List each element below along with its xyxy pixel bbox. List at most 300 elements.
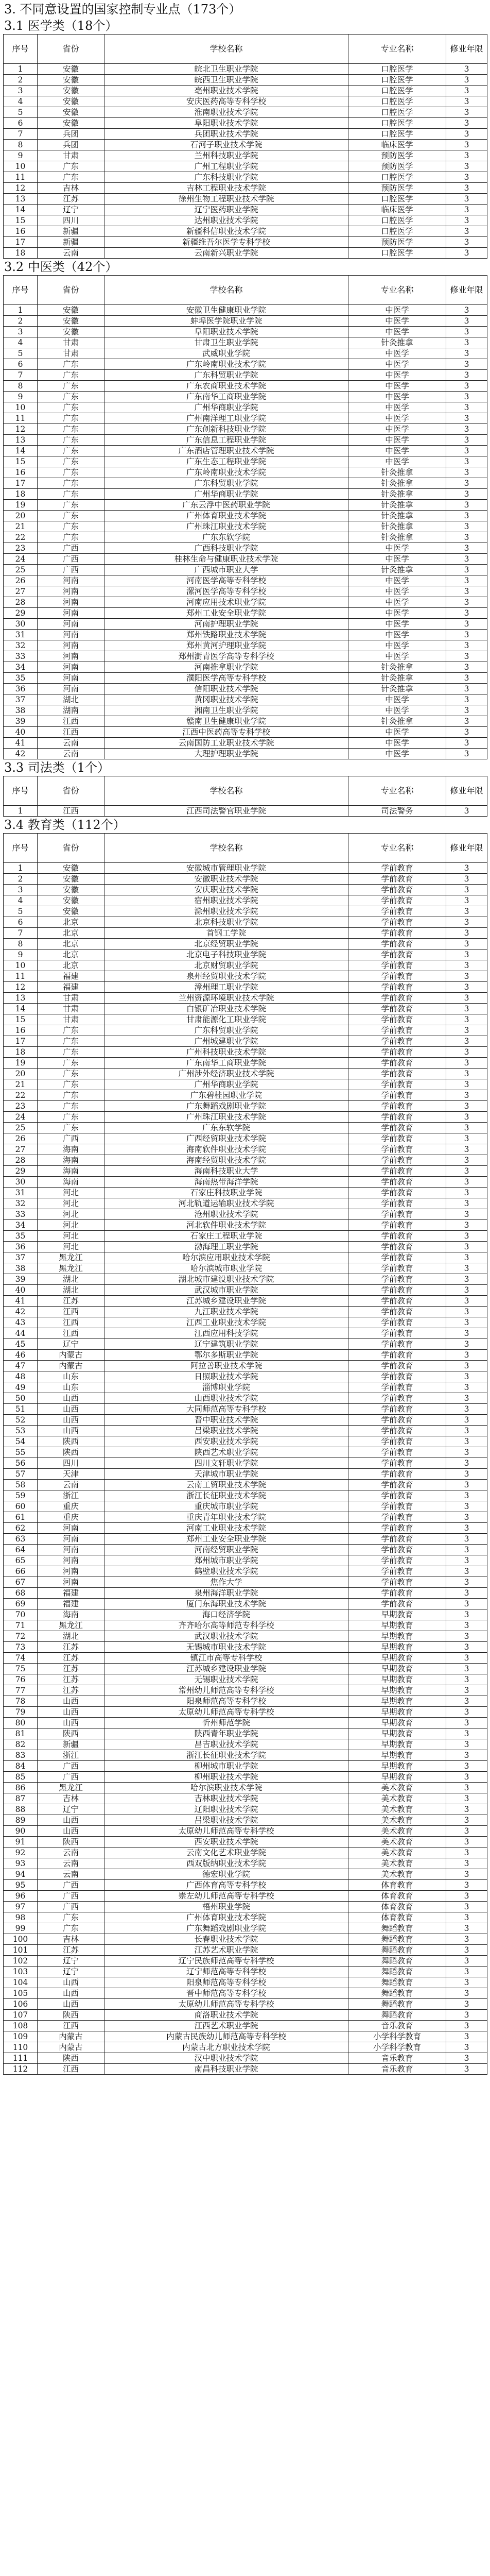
cell-province: 甘肃 xyxy=(38,1014,104,1025)
cell-major: 舞蹈教育 xyxy=(348,1999,446,2010)
table-row xyxy=(4,619,487,630)
header-major: 专业名称 xyxy=(348,834,446,863)
cell-major: 学前教育 xyxy=(348,1512,446,1523)
cell-years: 3 xyxy=(446,1534,487,1545)
cell-province: 广东 xyxy=(38,1090,104,1101)
cell-province: 江西 xyxy=(38,727,104,738)
cell-index: 105 xyxy=(4,1988,38,1999)
cell-school: 亳州职业技术学院 xyxy=(104,86,348,96)
cell-major: 学前教育 xyxy=(348,1566,446,1577)
cell-major: 学前教育 xyxy=(348,1599,446,1609)
cell-years: 3 xyxy=(446,1209,487,1220)
cell-index: 9 xyxy=(4,392,38,402)
header-years: 修业年限 xyxy=(446,35,487,64)
header-province: 省份 xyxy=(38,35,104,64)
cell-years: 3 xyxy=(446,1231,487,1242)
table-row xyxy=(4,467,487,478)
cell-school: 哈尔滨应用职业技术学院 xyxy=(104,1252,348,1263)
cell-province: 河南 xyxy=(38,619,104,630)
cell-province: 湖北 xyxy=(38,694,104,705)
cell-index: 45 xyxy=(4,1339,38,1350)
cell-index: 48 xyxy=(4,1371,38,1382)
table-row xyxy=(4,1512,487,1523)
header-school: 学校名称 xyxy=(104,776,348,806)
cell-years: 3 xyxy=(446,511,487,521)
cell-index: 41 xyxy=(4,1296,38,1307)
table-row xyxy=(4,1696,487,1707)
header-province: 省份 xyxy=(38,834,104,863)
cell-school: 吉林工程职业技术学院 xyxy=(104,183,348,194)
cell-major: 早期教育 xyxy=(348,1674,446,1685)
cell-major: 小学科学教育 xyxy=(348,2042,446,2053)
cell-major: 早期教育 xyxy=(348,1642,446,1653)
cell-major: 学前教育 xyxy=(348,1415,446,1426)
cell-major: 学前教育 xyxy=(348,1393,446,1404)
table-row xyxy=(4,1112,487,1123)
cell-major: 中医学 xyxy=(348,359,446,370)
section-title: 3.2 中医类（42个） xyxy=(4,260,118,274)
cell-province: 北京 xyxy=(38,928,104,939)
cell-province: 山东 xyxy=(38,1382,104,1393)
cell-school: 兰州资源环境职业技术学院 xyxy=(104,993,348,1004)
cell-major: 口腔医学 xyxy=(348,86,446,96)
cell-years: 3 xyxy=(446,381,487,392)
cell-major: 学前教育 xyxy=(348,1047,446,1058)
cell-province: 广东 xyxy=(38,1025,104,1036)
cell-province: 安徽 xyxy=(38,64,104,75)
cell-school: 广东舞蹈戏剧职业学院 xyxy=(104,1101,348,1112)
table-row xyxy=(4,608,487,619)
cell-major: 学前教育 xyxy=(348,1220,446,1231)
cell-province: 吉林 xyxy=(38,183,104,194)
cell-major: 早期教育 xyxy=(348,1653,446,1664)
cell-index: 5 xyxy=(4,906,38,917)
cell-index: 34 xyxy=(4,662,38,673)
cell-school: 阿拉善职业技术学院 xyxy=(104,1361,348,1371)
cell-major: 美术教育 xyxy=(348,1848,446,1858)
cell-school: 郑州澍青医学高等专科学校 xyxy=(104,651,348,662)
cell-school: 河南应用技术职业学院 xyxy=(104,597,348,608)
cell-index: 6 xyxy=(4,118,38,129)
cell-years: 3 xyxy=(446,1718,487,1728)
cell-major: 学前教育 xyxy=(348,1090,446,1101)
table-row xyxy=(4,316,487,327)
cell-major: 体育教育 xyxy=(348,1902,446,1912)
cell-province: 河北 xyxy=(38,1209,104,1220)
cell-index: 51 xyxy=(4,1404,38,1415)
cell-school: 广州华商职业学院 xyxy=(104,1079,348,1090)
cell-major: 早期教育 xyxy=(348,1664,446,1674)
cell-years: 3 xyxy=(446,370,487,381)
cell-index: 71 xyxy=(4,1620,38,1631)
cell-index: 6 xyxy=(4,917,38,928)
cell-school: 柳州职业技术学院 xyxy=(104,1772,348,1783)
cell-major: 舞蹈教育 xyxy=(348,1988,446,1999)
cell-province: 兵团 xyxy=(38,129,104,140)
cell-major: 美术教育 xyxy=(348,1837,446,1848)
cell-years: 3 xyxy=(446,1945,487,1956)
cell-province: 江西 xyxy=(38,1317,104,1328)
cell-years: 3 xyxy=(446,1188,487,1198)
cell-index: 91 xyxy=(4,1837,38,1848)
cell-major: 舞蹈教育 xyxy=(348,2010,446,2021)
cell-province: 内蒙古 xyxy=(38,2042,104,2053)
cell-years: 3 xyxy=(446,1848,487,1858)
cell-province: 河南 xyxy=(38,640,104,651)
cell-province: 浙江 xyxy=(38,1750,104,1761)
cell-province: 云南 xyxy=(38,1480,104,1490)
cell-province: 辽宁 xyxy=(38,1967,104,1977)
cell-province: 安徽 xyxy=(38,305,104,316)
cell-school: 新疆维吾尔医学专科学校 xyxy=(104,237,348,248)
cell-school: 江西艺术职业学院 xyxy=(104,2021,348,2031)
cell-years: 3 xyxy=(446,694,487,705)
cell-years: 3 xyxy=(446,2010,487,2021)
cell-major: 学前教育 xyxy=(348,863,446,874)
cell-years: 3 xyxy=(446,1566,487,1577)
cell-school: 焦作大学 xyxy=(104,1577,348,1588)
cell-major: 舞蹈教育 xyxy=(348,1967,446,1977)
cell-school: 广州华商职业学院 xyxy=(104,402,348,413)
cell-province: 吉林 xyxy=(38,1793,104,1804)
section-table xyxy=(3,776,487,817)
cell-major: 学前教育 xyxy=(348,1447,446,1458)
table-row xyxy=(4,2064,487,2075)
cell-years: 3 xyxy=(446,1328,487,1339)
cell-years: 3 xyxy=(446,1112,487,1123)
cell-province: 重庆 xyxy=(38,1501,104,1512)
cell-school: 白银矿冶职业技术学院 xyxy=(104,1004,348,1014)
cell-province: 山西 xyxy=(38,1404,104,1415)
cell-major: 中医学 xyxy=(348,381,446,392)
cell-major: 预防医学 xyxy=(348,161,446,172)
cell-school: 渤海理工职业学院 xyxy=(104,1242,348,1252)
cell-index: 76 xyxy=(4,1674,38,1685)
table-row xyxy=(4,694,487,705)
cell-province: 广东 xyxy=(38,489,104,500)
cell-major: 中医学 xyxy=(348,575,446,586)
cell-school: 石河子职业技术学院 xyxy=(104,140,348,150)
cell-major: 中医学 xyxy=(348,597,446,608)
cell-major: 学前教育 xyxy=(348,906,446,917)
cell-years: 3 xyxy=(446,161,487,172)
header-years: 修业年限 xyxy=(446,834,487,863)
table-row xyxy=(4,86,487,96)
cell-major: 早期教育 xyxy=(348,1631,446,1642)
cell-index: 97 xyxy=(4,1902,38,1912)
cell-school: 江苏艺术职业学院 xyxy=(104,1945,348,1956)
cell-major: 学前教育 xyxy=(348,1188,446,1198)
cell-index: 94 xyxy=(4,1869,38,1880)
cell-school: 广东信息工程职业学院 xyxy=(104,435,348,446)
cell-major: 学前教育 xyxy=(348,1588,446,1599)
cell-major: 中医学 xyxy=(348,694,446,705)
cell-years: 3 xyxy=(446,435,487,446)
table-row xyxy=(4,738,487,749)
cell-index: 3 xyxy=(4,327,38,337)
cell-major: 针灸推拿 xyxy=(348,532,446,543)
cell-index: 10 xyxy=(4,161,38,172)
cell-index: 42 xyxy=(4,1307,38,1317)
cell-major: 口腔医学 xyxy=(348,194,446,205)
cell-major: 学前教育 xyxy=(348,971,446,982)
cell-school: 广州体育职业技术学院 xyxy=(104,1912,348,1923)
cell-major: 早期教育 xyxy=(348,1750,446,1761)
cell-major: 学前教育 xyxy=(348,1166,446,1177)
cell-years: 3 xyxy=(446,107,487,118)
table-row xyxy=(4,129,487,140)
cell-index: 27 xyxy=(4,1144,38,1155)
cell-major: 早期教育 xyxy=(348,1685,446,1696)
cell-major: 中医学 xyxy=(348,749,446,759)
cell-index: 49 xyxy=(4,1382,38,1393)
cell-province: 江西 xyxy=(38,1328,104,1339)
cell-index: 20 xyxy=(4,1069,38,1079)
cell-school: 河北软件职业技术学院 xyxy=(104,1220,348,1231)
cell-index: 14 xyxy=(4,1004,38,1014)
cell-years: 3 xyxy=(446,1436,487,1447)
table-row xyxy=(4,1923,487,1934)
cell-index: 7 xyxy=(4,129,38,140)
cell-index: 80 xyxy=(4,1718,38,1728)
cell-school: 西双版纳职业技术学院 xyxy=(104,1858,348,1869)
cell-province: 江西 xyxy=(38,716,104,727)
table-row xyxy=(4,1285,487,1296)
cell-province: 广东 xyxy=(38,1036,104,1047)
cell-province: 河北 xyxy=(38,1188,104,1198)
cell-major: 中医学 xyxy=(348,446,446,456)
cell-province: 河南 xyxy=(38,630,104,640)
cell-index: 27 xyxy=(4,586,38,597)
cell-province: 辽宁 xyxy=(38,205,104,215)
section-title: 3.1 医学类（18个） xyxy=(4,19,118,33)
header-index: 序号 xyxy=(4,834,38,863)
table-row xyxy=(4,1620,487,1631)
cell-school: 辽宁师范高等专科学校 xyxy=(104,1967,348,1977)
cell-years: 3 xyxy=(446,554,487,565)
cell-major: 美术教育 xyxy=(348,1858,446,1869)
cell-index: 44 xyxy=(4,1328,38,1339)
cell-province: 安徽 xyxy=(38,86,104,96)
table-header-row xyxy=(4,276,487,305)
cell-major: 舞蹈教育 xyxy=(348,1956,446,1967)
cell-index: 9 xyxy=(4,950,38,960)
cell-school: 江苏城乡建设职业学院 xyxy=(104,1664,348,1674)
cell-index: 93 xyxy=(4,1858,38,1869)
cell-years: 3 xyxy=(446,950,487,960)
cell-major: 学前教育 xyxy=(348,1404,446,1415)
cell-province: 北京 xyxy=(38,917,104,928)
cell-major: 口腔医学 xyxy=(348,215,446,226)
section-table xyxy=(3,34,487,259)
cell-school: 江西应用科技学院 xyxy=(104,1328,348,1339)
cell-years: 3 xyxy=(446,1967,487,1977)
cell-years: 3 xyxy=(446,597,487,608)
table-row xyxy=(4,1501,487,1512)
cell-index: 106 xyxy=(4,1999,38,2010)
cell-years: 3 xyxy=(446,215,487,226)
cell-years: 3 xyxy=(446,1317,487,1328)
cell-index: 92 xyxy=(4,1848,38,1858)
cell-province: 广西 xyxy=(38,554,104,565)
cell-years: 3 xyxy=(446,1977,487,1988)
cell-major: 学前教育 xyxy=(348,1436,446,1447)
table-row xyxy=(4,1198,487,1209)
cell-school: 九江职业技术学院 xyxy=(104,1307,348,1317)
cell-index: 4 xyxy=(4,895,38,906)
cell-index: 66 xyxy=(4,1566,38,1577)
cell-years: 3 xyxy=(446,1058,487,1069)
cell-index: 10 xyxy=(4,402,38,413)
table-row xyxy=(4,1458,487,1469)
header-years: 修业年限 xyxy=(446,276,487,305)
cell-index: 112 xyxy=(4,2064,38,2075)
table-row xyxy=(4,554,487,565)
cell-province: 广东 xyxy=(38,446,104,456)
cell-index: 69 xyxy=(4,1599,38,1609)
cell-province: 福建 xyxy=(38,1588,104,1599)
cell-province: 广东 xyxy=(38,1123,104,1133)
cell-major: 早期教育 xyxy=(348,1707,446,1718)
cell-index: 21 xyxy=(4,1079,38,1090)
cell-school: 海南经贸职业技术学院 xyxy=(104,1155,348,1166)
cell-years: 3 xyxy=(446,140,487,150)
cell-index: 109 xyxy=(4,2031,38,2042)
table-row xyxy=(4,478,487,489)
cell-major: 美术教育 xyxy=(348,1793,446,1804)
cell-major: 预防医学 xyxy=(348,237,446,248)
cell-major: 学前教育 xyxy=(348,885,446,895)
table-row xyxy=(4,2053,487,2064)
cell-major: 预防医学 xyxy=(348,150,446,161)
cell-province: 陕西 xyxy=(38,1837,104,1848)
header-school: 学校名称 xyxy=(104,834,348,863)
cell-major: 针灸推拿 xyxy=(348,684,446,694)
cell-province: 河南 xyxy=(38,608,104,619)
table-row xyxy=(4,381,487,392)
cell-years: 3 xyxy=(446,1739,487,1750)
cell-years: 3 xyxy=(446,402,487,413)
cell-province: 山西 xyxy=(38,1826,104,1837)
table-row xyxy=(4,1231,487,1242)
cell-major: 音乐教育 xyxy=(348,2053,446,2064)
cell-major: 早期教育 xyxy=(348,1728,446,1739)
cell-years: 3 xyxy=(446,1166,487,1177)
table-row xyxy=(4,806,487,817)
table-row xyxy=(4,1956,487,1967)
cell-major: 音乐教育 xyxy=(348,2064,446,2075)
cell-index: 13 xyxy=(4,435,38,446)
cell-province: 广东 xyxy=(38,392,104,402)
cell-province: 四川 xyxy=(38,215,104,226)
cell-major: 中医学 xyxy=(348,327,446,337)
table-row xyxy=(4,183,487,194)
cell-index: 90 xyxy=(4,1826,38,1837)
cell-years: 3 xyxy=(446,673,487,684)
cell-province: 陕西 xyxy=(38,2053,104,2064)
cell-province: 甘肃 xyxy=(38,348,104,359)
cell-years: 3 xyxy=(446,1501,487,1512)
table-row xyxy=(4,1415,487,1426)
table-row xyxy=(4,1588,487,1599)
cell-index: 11 xyxy=(4,172,38,183)
cell-index: 30 xyxy=(4,1177,38,1188)
cell-index: 70 xyxy=(4,1609,38,1620)
cell-years: 3 xyxy=(446,489,487,500)
cell-major: 学前教育 xyxy=(348,1263,446,1274)
table-row xyxy=(4,1642,487,1653)
table-row xyxy=(4,402,487,413)
cell-province: 陕西 xyxy=(38,1728,104,1739)
cell-years: 3 xyxy=(446,705,487,716)
cell-years: 3 xyxy=(446,1469,487,1480)
cell-school: 浙江长征职业技术学院 xyxy=(104,1490,348,1501)
table-row xyxy=(4,118,487,129)
cell-years: 3 xyxy=(446,716,487,727)
cell-major: 针灸推拿 xyxy=(348,467,446,478)
cell-major: 中医学 xyxy=(348,348,446,359)
cell-index: 102 xyxy=(4,1956,38,1967)
cell-years: 3 xyxy=(446,630,487,640)
cell-province: 安徽 xyxy=(38,863,104,874)
table-row xyxy=(4,1047,487,1058)
table-row xyxy=(4,348,487,359)
table-row xyxy=(4,1220,487,1231)
cell-school: 鄂尔多斯职业学院 xyxy=(104,1350,348,1361)
cell-school: 泉州经贸职业技术学院 xyxy=(104,971,348,982)
cell-index: 29 xyxy=(4,1166,38,1177)
cell-years: 3 xyxy=(446,684,487,694)
cell-major: 中医学 xyxy=(348,316,446,327)
cell-years: 3 xyxy=(446,1144,487,1155)
table-row xyxy=(4,1555,487,1566)
cell-years: 3 xyxy=(446,1934,487,1945)
cell-province: 新疆 xyxy=(38,1739,104,1750)
table-row xyxy=(4,172,487,183)
cell-years: 3 xyxy=(446,359,487,370)
cell-index: 15 xyxy=(4,1014,38,1025)
table-row xyxy=(4,1902,487,1912)
cell-years: 3 xyxy=(446,1350,487,1361)
cell-province: 河南 xyxy=(38,586,104,597)
cell-years: 3 xyxy=(446,337,487,348)
cell-school: 广州体育职业技术学院 xyxy=(104,511,348,521)
table-row xyxy=(4,532,487,543)
cell-province: 河南 xyxy=(38,662,104,673)
cell-school: 河南医学高等专科学校 xyxy=(104,575,348,586)
cell-major: 学前教育 xyxy=(348,1123,446,1133)
cell-years: 3 xyxy=(446,885,487,895)
cell-school: 海南科技职业大学 xyxy=(104,1166,348,1177)
cell-school: 四川文轩职业学院 xyxy=(104,1458,348,1469)
cell-index: 7 xyxy=(4,928,38,939)
cell-index: 53 xyxy=(4,1426,38,1436)
cell-index: 23 xyxy=(4,543,38,554)
cell-years: 3 xyxy=(446,1133,487,1144)
cell-major: 早期教育 xyxy=(348,1609,446,1620)
cell-index: 87 xyxy=(4,1793,38,1804)
cell-province: 安徽 xyxy=(38,327,104,337)
cell-school: 江西工业职业技术学院 xyxy=(104,1317,348,1328)
cell-index: 16 xyxy=(4,1025,38,1036)
cell-major: 学前教育 xyxy=(348,1490,446,1501)
cell-years: 3 xyxy=(446,1296,487,1307)
cell-index: 3 xyxy=(4,885,38,895)
cell-major: 学前教育 xyxy=(348,1469,446,1480)
cell-school: 德宏职业学院 xyxy=(104,1869,348,1880)
cell-major: 学前教育 xyxy=(348,895,446,906)
cell-province: 福建 xyxy=(38,1599,104,1609)
